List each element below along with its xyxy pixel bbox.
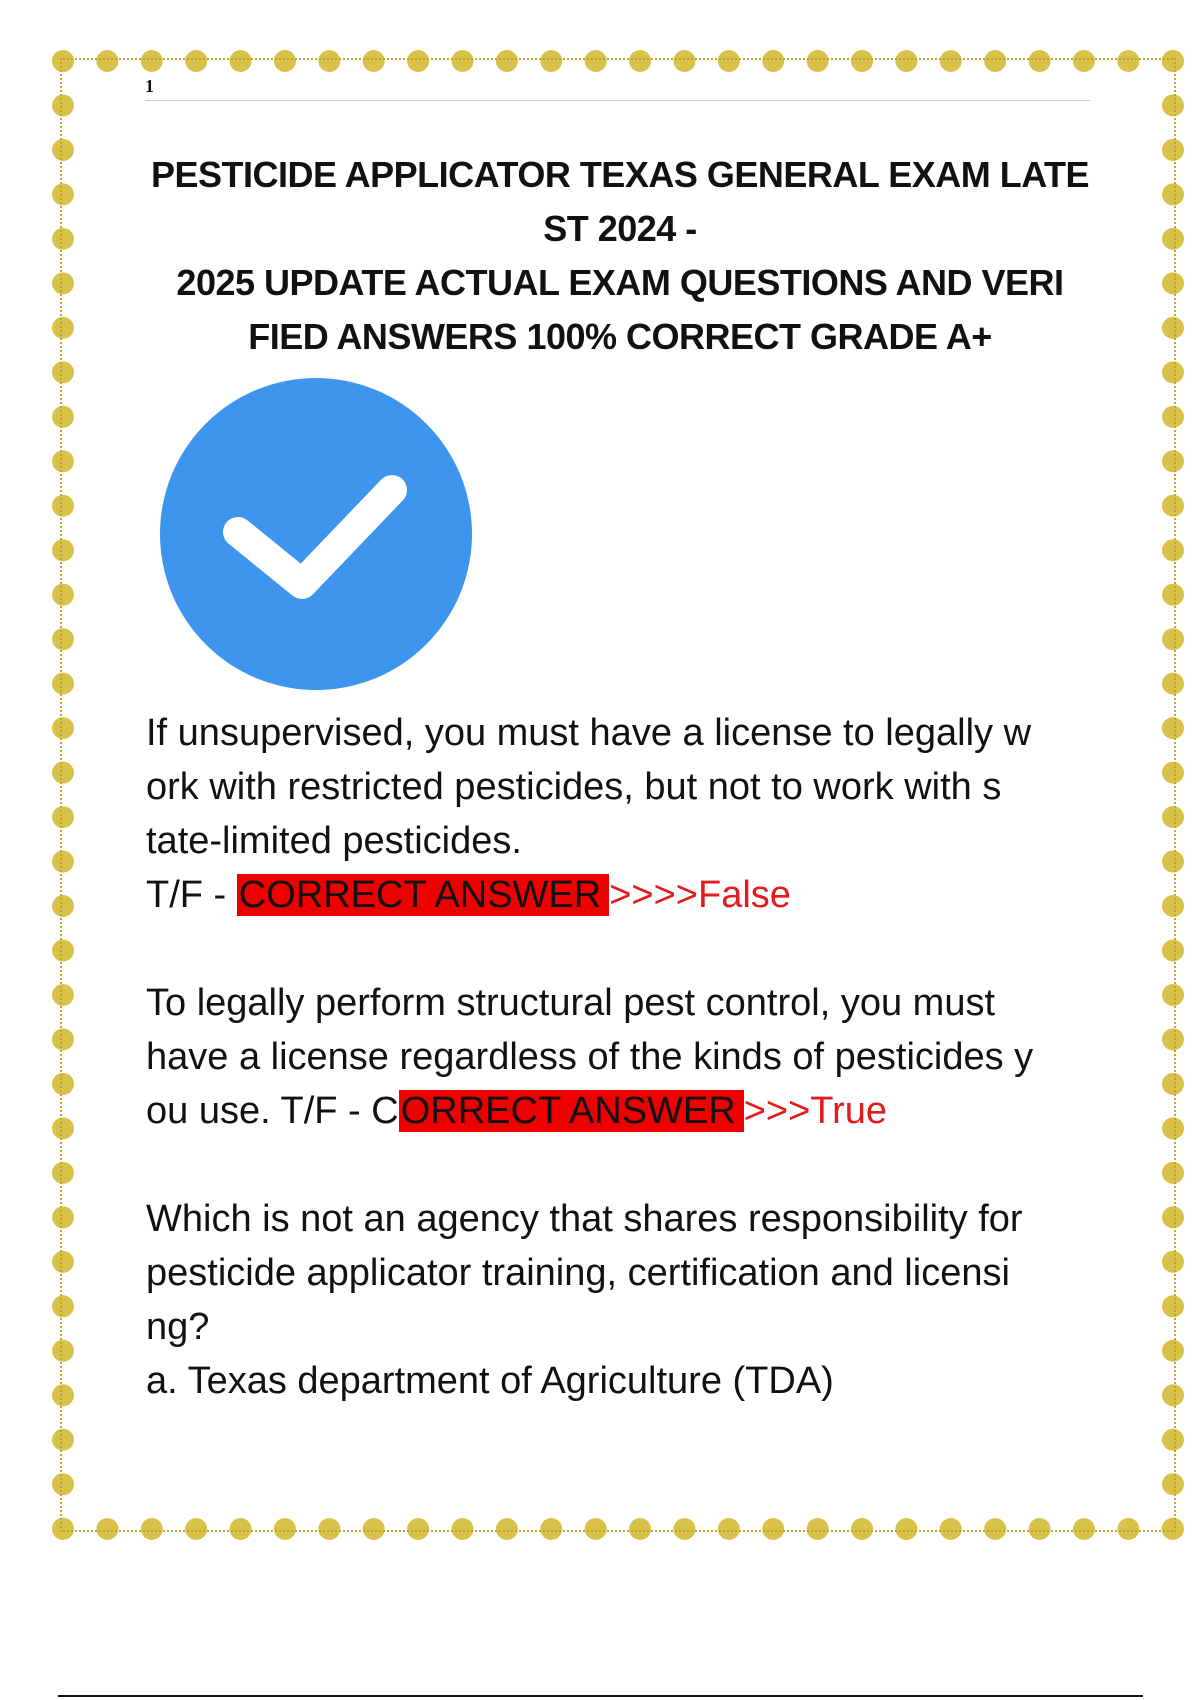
question-2-line-2: have a license regardless of the kinds of pesticides y (146, 1036, 1034, 1078)
title-line-1: PESTICIDE APPLICATOR TEXAS GENERAL EXAM LATE (150, 154, 1090, 195)
question-1-answer: >>>>False (609, 874, 791, 916)
question-1-line-1: If unsupervised, you must have a license to legally w (146, 712, 1032, 754)
question-1-answer-line (146, 868, 1096, 922)
question-1-line-2: ork with restricted pesticides, but not to work with s (146, 766, 1002, 808)
question-1-line-3: tate-limited pesticides. (146, 820, 522, 862)
question-3-line-2: pesticide applicator training, certification and licensi (146, 1252, 1010, 1294)
check-circle-icon (160, 378, 472, 690)
question-2-answer-line (146, 1084, 1096, 1138)
title-line-4: FIED ANSWERS 100% CORRECT GRADE A+ (248, 316, 992, 357)
question-2-prefix: ou use. T/F - C (146, 1090, 399, 1132)
footer-divider (58, 1695, 1143, 1697)
document-title (140, 148, 1100, 364)
page-number: 1 (145, 76, 154, 96)
question-1 (146, 706, 1096, 922)
question-3-line-1: Which is not an agency that shares responsibility for (146, 1198, 1023, 1240)
question-2 (146, 976, 1096, 1138)
correct-answer-highlight: ORRECT ANSWER (399, 1090, 744, 1132)
question-3-option-a: a. Texas department of Agriculture (TDA) (146, 1360, 834, 1402)
question-2-answer: >>>True (743, 1090, 888, 1132)
correct-answer-highlight: CORRECT ANSWER (237, 874, 609, 916)
question-1-prefix: T/F - (146, 874, 237, 916)
question-2-line-1: To legally perform structural pest control, you must (146, 982, 996, 1024)
question-3-line-3: ng? (146, 1306, 210, 1348)
title-line-3: 2025 UPDATE ACTUAL EXAM QUESTIONS AND VERI (176, 262, 1064, 303)
title-line-2: ST 2024 - (543, 208, 697, 249)
header-divider (145, 100, 1090, 101)
question-3 (146, 1192, 1096, 1408)
